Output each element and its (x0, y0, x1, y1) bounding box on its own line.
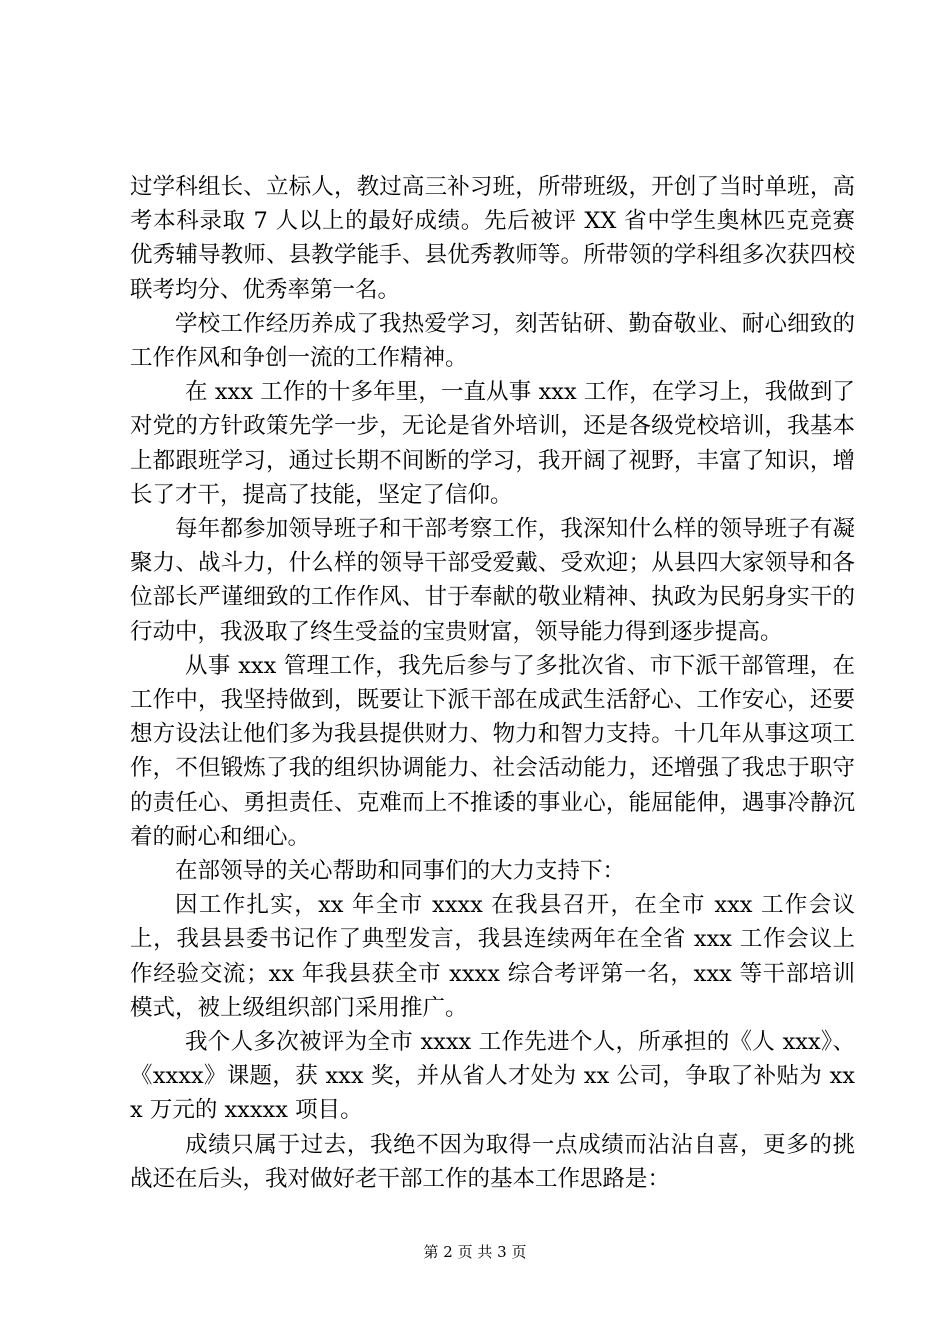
paragraph-1: 过学科组长、立标人，教过高三补习班，所带班级，开创了当时单班，高考本科录取 7 人以上的最好成绩。先后被评 XX 省中学生奥林匹克竞赛优秀辅导教师、县教学能手、县优秀教师等。所带领的学科组多次获四校联考均分、优秀率第一名。 (130, 174, 855, 303)
paragraph-3: 在 xxx 工作的十多年里，一直从事 xxx 工作，在学习上，我做到了对党的方针政策先学一步，无论是省外培训，还是各级党校培训，我基本上都跟班学习，通过长期不间断的学习，我开阔了视野，丰富了知识，增长了才干，提高了技能，坚定了信仰。 (130, 379, 855, 508)
paragraph-4: 每年都参加领导班子和干部考察工作，我深知什么样的领导班子有凝聚力、战斗力，什么样的领导干部受爱戴、受欢迎；从县四大家领导和各位部长严谨细致的工作作风、甘于奉献的敬业精神、执政为民躬身实干的行动中，我汲取了终生受益的宝贵财富，领导能力得到逐步提高。 (130, 516, 855, 645)
paragraph-8: 我个人多次被评为全市 xxxx 工作先进个人，所承担的《人 xxx》、《xxxx》课题，获 xxx 奖，并从省人才处为 xx 公司，争取了补贴为 xxx 万元的 xxxxx 项目。 (130, 1029, 855, 1124)
paragraph-7: 因工作扎实，xx 年全市 xxxx 在我县召开，在全市 xxx 工作会议上，我县县委书记作了典型发言，我县连续两年在全省 xxx 工作会议上作经验交流；xx 年我县获全市 xxxx 综合考评第一名，xxx 等干部培训模式，被上级组织部门采用推广。 (130, 892, 855, 1021)
paragraph-5: 从事 xxx 管理工作，我先后参与了多批次省、市下派干部管理，在工作中，我坚持做到，既要让下派干部在成武生活舒心、工作安心，还要想方设法让他们多为我县提供财力、物力和智力支持。十几年从事这项工作，不但锻炼了我的组织协调能力、社会活动能力，还增强了我忠于职守的责任心、勇担责任、克难而上不推诿的事业心，能屈能伸，遇事冷静沉着的耐心和细心。 (130, 652, 855, 850)
paragraph-2: 学校工作经历养成了我热爱学习，刻苦钻研、勤奋敬业、耐心细致的工作作风和争创一流的工作精神。 (130, 310, 855, 372)
paragraph-6: 在部领导的关心帮助和同事们的大力支持下： (175, 858, 626, 885)
page-footer: 第 2 页 共 3 页 (423, 1243, 527, 1261)
paragraph-9: 成绩只属于过去，我绝不因为取得一点成绩而沾沾自喜，更多的挑战还在后头，我对做好老干部工作的基本工作思路是： (130, 1131, 855, 1192)
document-body (130, 170, 855, 1196)
